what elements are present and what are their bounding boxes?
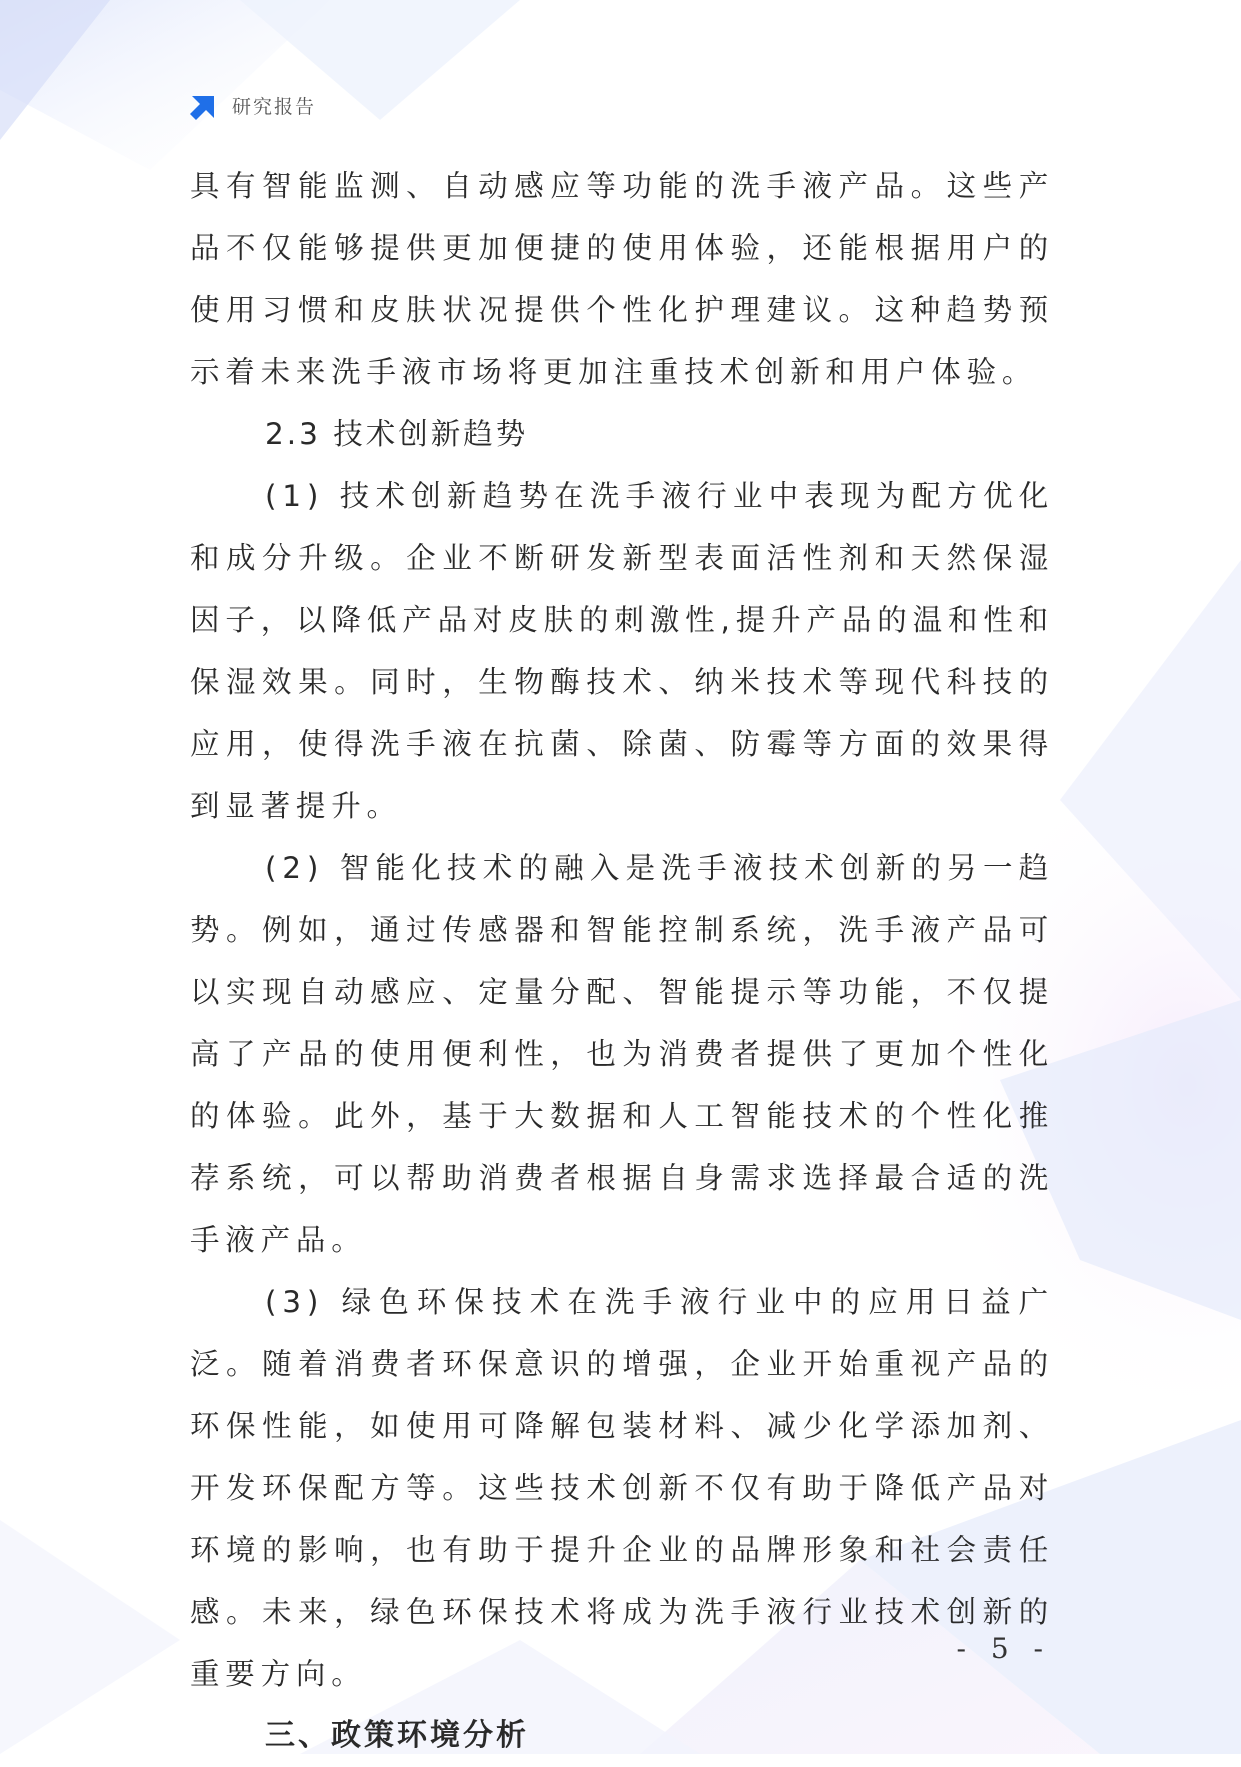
section-heading-2-3: 2.3 技术创新趋势 [265, 417, 529, 451]
report-header [186, 88, 316, 122]
section-heading-3: 三、政策环境分析 [265, 1718, 529, 1753]
arrow-up-right-icon [186, 88, 220, 122]
header-title: 研究报告 [232, 95, 317, 118]
document-body [190, 155, 1054, 1767]
page-number: - 5 - [956, 1632, 1051, 1665]
paragraph: (2) 智能化技术的融入是洗手液技术创新的另一趋势。例如，通过传感器和智能控制系统，洗手液产品可以实现自动感应、定量分配、智能提示等功能，不仅提高了产品的使用便利性，也为消费者提供了更加个性化的体验。此外，基于大数据和人工智能技术的个性化推荐系统，可以帮助消费者根据自身需求选择最合适的洗手液产品。 [190, 851, 1054, 1257]
paragraph: (3) 绿色环保技术在洗手液行业中的应用日益广泛。随着消费者环保意识的增强，企业开始重视产品的环保性能，如使用可降解包装材料、减少化学添加剂、开发环保配方等。这些技术创新不仅有助于降低产品对环境的影响，也有助于提升企业的品牌形象和社会责任感。未来，绿色环保技术将成为洗手液行业技术创新的重要方向。 [190, 1285, 1054, 1691]
paragraph: (1) 技术创新趋势在洗手液行业中表现为配方优化和成分升级。企业不断研发新型表面活性剂和天然保湿因子，以降低产品对皮肤的刺激性,提升产品的温和性和保湿效果。同时，生物酶技术、纳米技术等现代科技的应用，使得洗手液在抗菌、除菌、防霉等方面的效果得到显著提升。 [190, 479, 1054, 823]
paragraph: 具有智能监测、自动感应等功能的洗手液产品。这些产品不仅能够提供更加便捷的使用体验，还能根据用户的使用习惯和皮肤状况提供个性化护理建议。这种趋势预示着未来洗手液市场将更加注重技术创新和用户体验。 [190, 169, 1054, 389]
